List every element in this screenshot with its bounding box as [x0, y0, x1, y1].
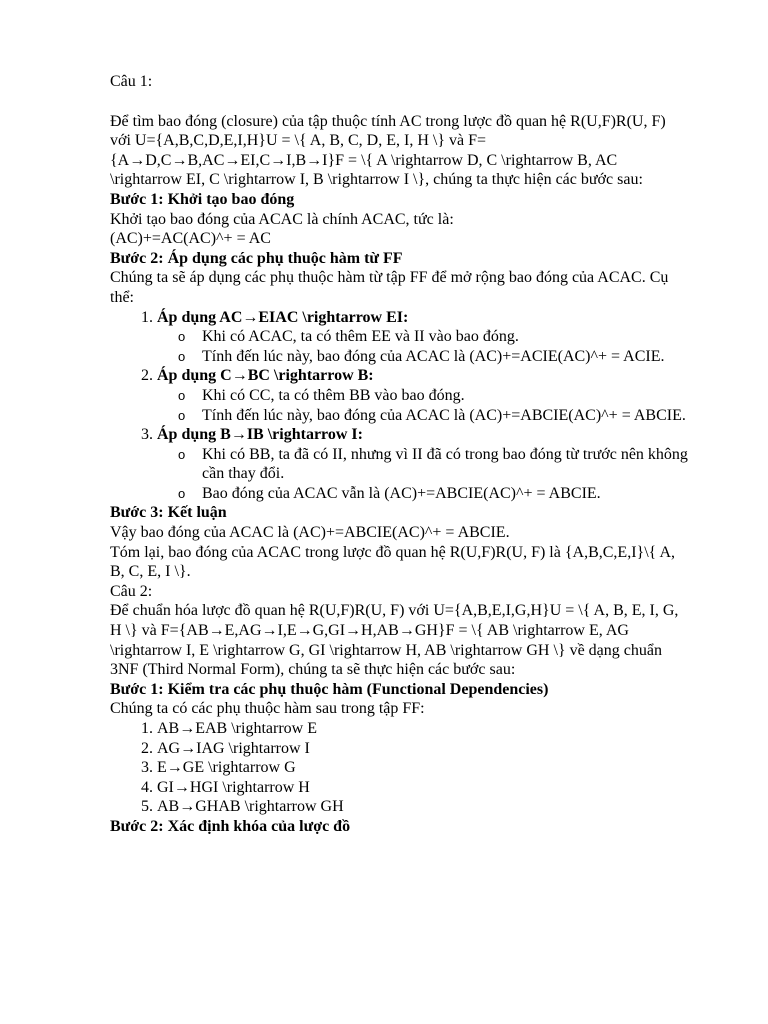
list-item-label: Áp dụng B→IB \rightarrow I: — [157, 426, 363, 444]
q1-step1-formula: (AC)+=AC(AC)^+ = AC — [110, 230, 271, 248]
spacer — [110, 92, 690, 112]
list-item — [157, 366, 690, 425]
list-item: 5. AB→GHAB \rightarrow GH — [157, 797, 690, 817]
list-item: 3. E→GE \rightarrow G — [157, 758, 690, 778]
list-item-label: Áp dụng AC→EIAC \rightarrow EI: — [157, 308, 409, 326]
q1-summary: Tóm lại, bao đóng của ACAC trong lược đồ quan hệ R(U,F)R(U, F) là {A,B,C,E,I}\{ A, B, C, E, I \}. — [110, 543, 676, 581]
q1-step3-heading: Bước 3: Kết luận — [110, 504, 227, 522]
q1-step1-text: Khởi tạo bao đóng của ACAC là chính ACAC, tức là: — [110, 210, 454, 228]
q2-step1-text: Chúng ta có các phụ thuộc hàm sau trong tập FF: — [110, 700, 425, 718]
sub-list-item: o Tính đến lúc này, bao đóng của ACAC là (AC)+=ABCIE(AC)^+ = ABCIE. — [202, 406, 690, 426]
sub-list-item: o Bao đóng của ACAC vẫn là (AC)+=ABCIE(AC)^+ = ABCIE. — [202, 484, 690, 504]
sub-list-item: o Khi có BB, ta đã có II, nhưng vì II đã có trong bao đóng từ trước nên không cần thay đổi. — [202, 445, 690, 484]
q1-step2-list — [110, 308, 690, 504]
list-item — [157, 425, 690, 503]
q2-fd-list — [110, 719, 690, 817]
q1-step3-text: Vậy bao đóng của ACAC là (AC)+=ABCIE(AC)^+ = ABCIE. — [110, 524, 510, 542]
sub-list-item: o Tính đến lúc này, bao đóng của ACAC là (AC)+=ACIE(AC)^+ = ACIE. — [202, 347, 690, 367]
list-item — [157, 308, 690, 367]
list-item: 4. GI→HGI \rightarrow H — [157, 778, 690, 798]
q2-step2-heading: Bước 2: Xác định khóa của lược đồ — [110, 817, 351, 835]
q1-step2-text: Chúng ta sẽ áp dụng các phụ thuộc hàm từ tập FF để mở rộng bao đóng của ACAC. Cụ thể: — [110, 269, 669, 306]
q1-step1-heading: Bước 1: Khởi tạo bao đóng — [110, 190, 295, 208]
q2-intro: Để chuẩn hóa lược đồ quan hệ R(U,F)R(U, F) với U={A,B,E,I,G,H}U = \{ A, B, E, I, G, H \} và F={AB→E,AG→I,E→G,GI→H,AB→GH}F = \{ AB \rightarrow E, AG \rightarrow I, E \rightarrow G, GI \rightarrow H, AB \rightarrow GH \} về dạng chuẩn 3NF (Third Normal Form), chúng ta sẽ thực hiện các bước sau: — [110, 602, 679, 679]
list-item-label: Áp dụng C→BC \rightarrow B: — [157, 367, 374, 385]
q1-intro: Để tìm bao đóng (closure) của tập thuộc tính AC trong lược đồ quan hệ R(U,F)R(U, F) với U={A,B,C,D,E,I,H}U = \{ A, B, C, D, E, I, H \} và F={A→D,C→B,AC→EI,C→I,B→I}F = \{ A \rightarrow D, C \rightarrow B, AC \rightarrow EI, C \rightarrow I, B \rightarrow I \}, chúng ta thực hiện các bước sau: — [110, 112, 666, 189]
list-item: 2. AG→IAG \rightarrow I — [157, 739, 690, 759]
q2-step1-heading: Bước 1: Kiểm tra các phụ thuộc hàm (Functional Dependencies) — [110, 680, 549, 698]
sub-list-item: o Khi có ACAC, ta có thêm EE và II vào bao đóng. — [202, 327, 690, 347]
document-body — [110, 72, 690, 837]
q1-title: Câu 1: — [110, 73, 153, 90]
sub-list-item: o Khi có CC, ta có thêm BB vào bao đóng. — [202, 386, 690, 406]
q2-title: Câu 2: — [110, 582, 153, 600]
q1-step2-heading: Bước 2: Áp dụng các phụ thuộc hàm từ FF — [110, 249, 403, 267]
list-item: 1. AB→EAB \rightarrow E — [157, 719, 690, 739]
sub-list — [157, 445, 690, 504]
sub-list — [157, 327, 690, 366]
sub-list — [157, 386, 690, 425]
